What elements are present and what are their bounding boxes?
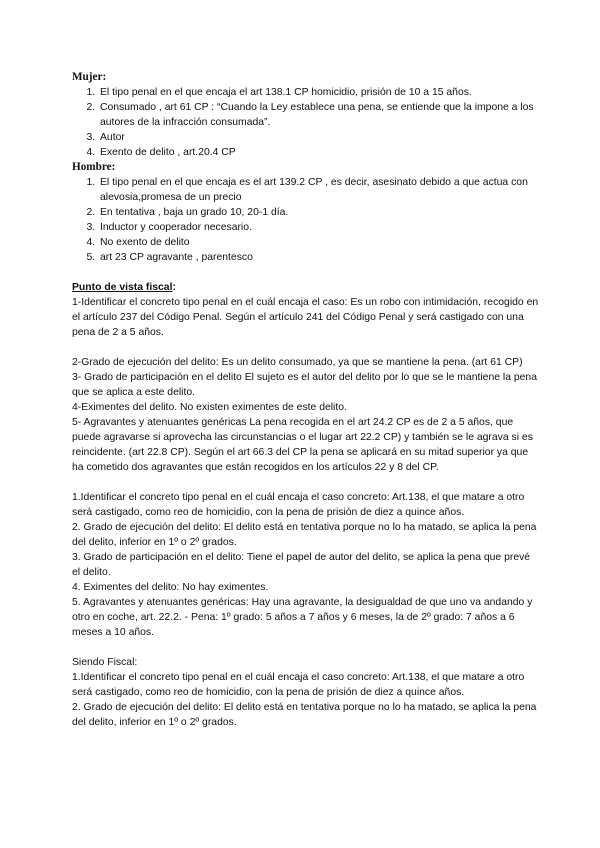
list-item: 5. art 23 CP agravante , parentesco bbox=[98, 250, 540, 265]
list-item: 2. Consumado , art 61 CP : “Cuando la Ley establece una pena, se entiende que la impone a los autores de la infracción consumada”. bbox=[98, 100, 540, 130]
siendo-paragraph-2: 2. Grado de ejecución del delito: El delito está en tentativa porque no lo ha matado, se aplica la pena del delito, inferior en 1º o 2º grados. bbox=[72, 702, 537, 728]
siendo-paragraph-1: 1.Identificar el concreto tipo penal en el cuál encaja el caso concreto: Art.138, el que matare a otro será castigado, como reo de homicidio, con la pena de prisión de diez a quince años. bbox=[72, 672, 525, 698]
list-item: 4. No exento de delito bbox=[98, 235, 540, 250]
list-item: 4. Exento de delito , art.20.4 CP bbox=[98, 145, 540, 160]
mujer-list bbox=[72, 85, 540, 160]
spacer bbox=[72, 475, 540, 490]
fiscal-heading bbox=[72, 280, 540, 295]
spacer bbox=[72, 265, 540, 280]
fiscal-paragraph-1: 1-Identificar el concreto tipo penal en el cuál encaja el caso: Es un robo con intimidación, recogido en el artículo 237 del Código Penal. Según el artículo 241 del Código Penal y será castigado con una pena de 2 a 5 años. bbox=[72, 297, 539, 338]
fiscal-heading-text: Punto de vista fiscal bbox=[72, 282, 173, 293]
list-item: 3. Autor bbox=[98, 130, 540, 145]
siendo-fiscal-heading: Siendo Fiscal: bbox=[72, 657, 138, 668]
spacer bbox=[72, 640, 540, 655]
block2-paragraph-5: 5. Agravantes y atenuantes genéricas: Hay una agravante, la desigualdad de que uno va andando y otro en coche, art. 22.2. - Pena: 1º grado: 5 años a 7 años y 6 meses, la de 2º grado: 7 años a 6 meses a 10 años. bbox=[72, 597, 533, 638]
mujer-heading: Mujer: bbox=[72, 71, 107, 83]
list-item: 1. El tipo penal en el que encaja es el art 139.2 CP , es decir, asesinato debido a que actua con alevosia,promesa de un precio bbox=[98, 175, 540, 205]
list-item: 1. El tipo penal en el que encaja el art 138.1 CP homicidio, prisión de 10 a 15 años. bbox=[98, 85, 540, 100]
block2-paragraph-1: 1.Identificar el concreto tipo penal en el cuál encaja el caso concreto: Art.138, el que matare a otro será castigado, como reo de homicidio, con la pena de prisión de diez a quince años. bbox=[72, 492, 525, 518]
fiscal-paragraph-5: 5- Agravantes y atenuantes genéricas La pena recogida en el art 24.2 CP es de 2 a 5 años, que puede agravarse si aprovecha las circunstancias o el lugar art 22.2 CP) y también se le agrava si es reincidente. (art 22.8 CP). Según el art 66.3 del CP la pena se aplicará en su mitad superior ya que ha cometido dos agravantes que están recogidos en los artículos 22 y 8 del CP. bbox=[72, 417, 533, 473]
hombre-heading: Hombre: bbox=[72, 161, 116, 173]
list-item: 3. Inductor y cooperador necesario. bbox=[98, 220, 540, 235]
fiscal-paragraph-3: 3- Grado de participación en el delito El sujeto es el autor del delito por lo que se le mantiene la pena que se aplica a este delito. bbox=[72, 372, 537, 398]
block2-paragraph-2: 2. Grado de ejecución del delito: El delito está en tentativa porque no lo ha matado, se aplica la pena del delito, inferior en 1º o 2º grados. bbox=[72, 522, 537, 548]
spacer bbox=[72, 340, 540, 355]
hombre-list bbox=[72, 175, 540, 265]
block2-paragraph-4: 4. Eximentes del delito: No hay eximentes. bbox=[72, 582, 269, 593]
list-item: 2. En tentativa , baja un grado 10, 20-1 día. bbox=[98, 205, 540, 220]
fiscal-heading-colon: : bbox=[172, 282, 176, 293]
fiscal-paragraph-2: 2-Grado de ejecución del delito: Es un delito consumado, ya que se mantiene la pena. (art 61 CP) bbox=[72, 357, 523, 368]
block2-paragraph-3: 3. Grado de participación en el delito: Tiene el papel de autor del delito, se aplica la pena que prevé el delito. bbox=[72, 552, 531, 578]
fiscal-paragraph-4: 4-Eximentes del delito. No existen eximentes de este delito. bbox=[72, 402, 347, 413]
